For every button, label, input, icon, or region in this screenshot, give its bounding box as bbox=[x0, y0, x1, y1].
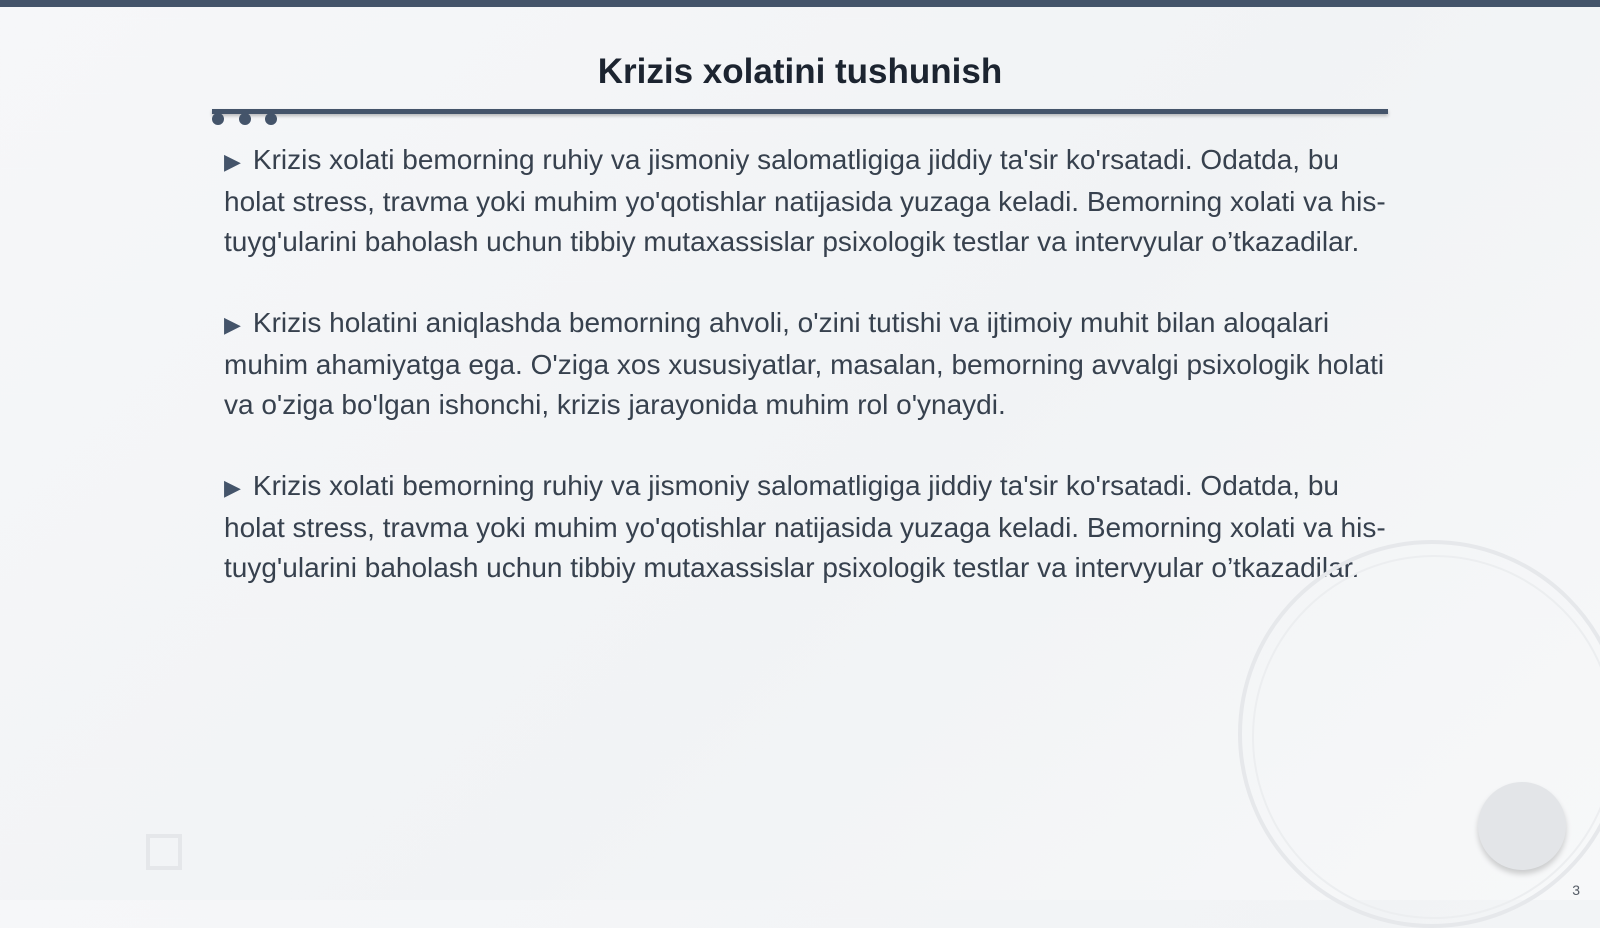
decor-dot bbox=[212, 113, 224, 125]
bullet-paragraph bbox=[224, 140, 1394, 262]
bullet-arrow-icon: ▶ bbox=[224, 475, 241, 500]
decor-disc bbox=[1478, 782, 1566, 870]
paragraph-text: Krizis xolati bemorning ruhiy va jismoniy salomatligiga jiddiy ta'sir ko'rsatadi. Odatda, bu holat stress, travma yoki muhim yo'qotishlar natijasida yuzaga keladi. Bemorning xolati va his-tuyg'ularini baholash uchun tibbiy mutaxassislar psixologik testlar va intervyular o’tkazadilar. bbox=[224, 144, 1386, 257]
decor-square bbox=[146, 834, 182, 870]
decor-dot bbox=[239, 113, 251, 125]
slide-title: Krizis xolatini tushunish bbox=[597, 52, 1003, 91]
page-number: 3 bbox=[1572, 882, 1580, 898]
decor-ring-inner bbox=[1252, 555, 1600, 919]
paragraph-text: Krizis xolati bemorning ruhiy va jismoniy salomatligiga jiddiy ta'sir ko'rsatadi. Odatda, bu holat stress, travma yoki muhim yo'qotishlar natijasida yuzaga keladi. Bemorning xolati va his-tuyg'ularini baholash uchun tibbiy mutaxassislar psixologik testlar va intervyular o’tkazadilar. bbox=[224, 470, 1386, 583]
decor-dot bbox=[265, 113, 277, 125]
paragraph-text: Krizis holatini aniqlashda bemorning ahvoli, o'zini tutishi va ijtimoiy muhit bilan aloqalari muhim ahamiyatga ega. O'ziga xos xususiyatlar, masalan, bemorning avvalgi psixologik holati va o'ziga bo'lgan ishonchi, krizis jarayonida muhim rol o'ynaydi. bbox=[224, 307, 1385, 420]
bullet-paragraph bbox=[224, 303, 1394, 425]
bullet-paragraph bbox=[224, 466, 1394, 588]
bullet-arrow-icon: ▶ bbox=[224, 312, 241, 337]
bullet-arrow-icon: ▶ bbox=[224, 149, 241, 174]
top-accent-bar bbox=[0, 0, 1600, 7]
title-underline bbox=[212, 109, 1388, 114]
slide-body bbox=[224, 140, 1394, 629]
